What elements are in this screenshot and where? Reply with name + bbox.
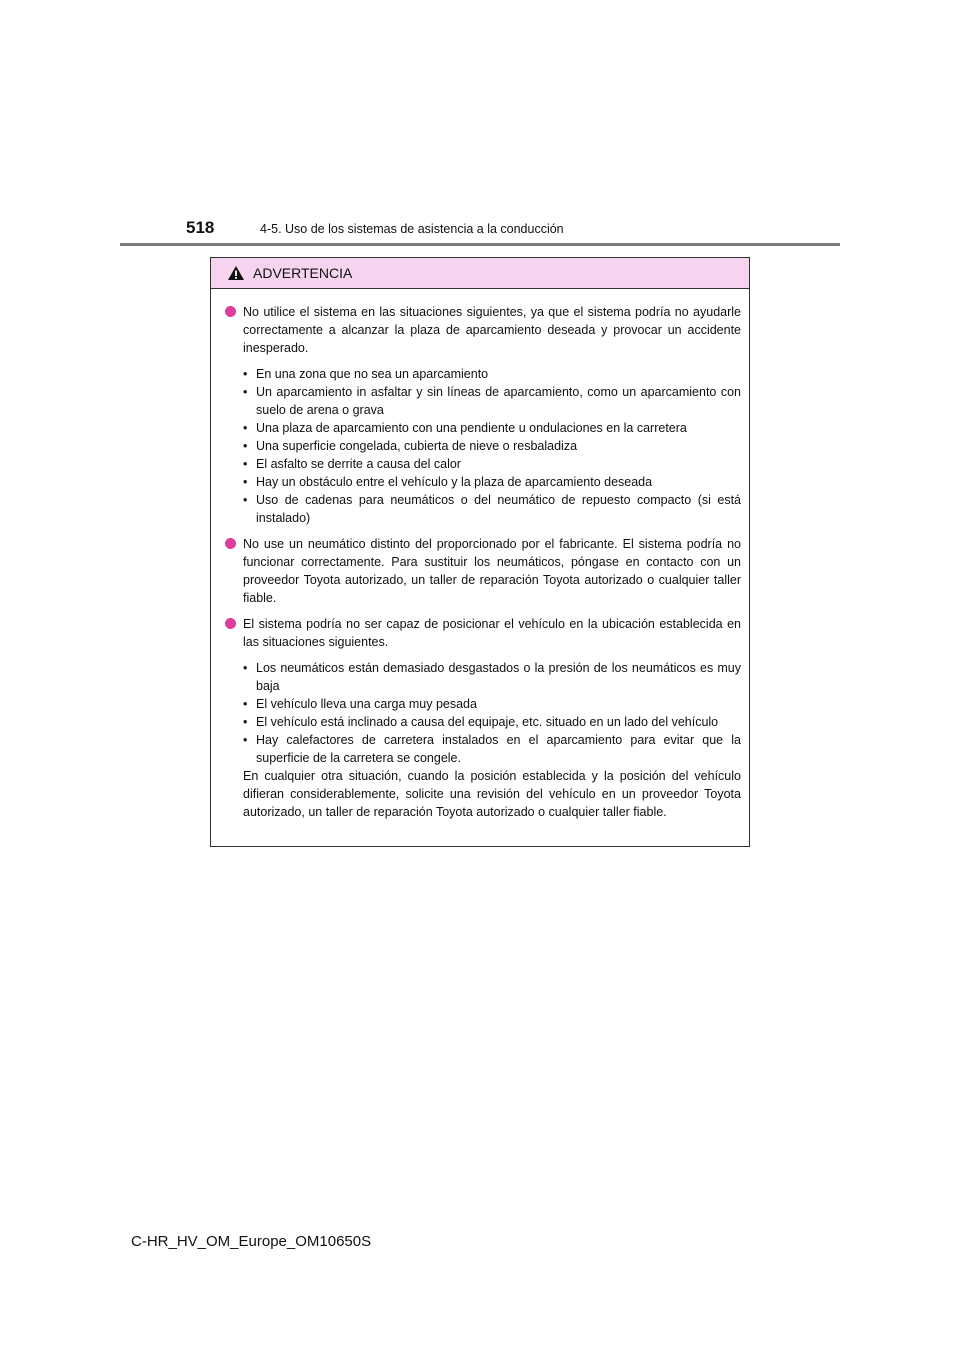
sub-list-item: • Hay un obstáculo entre el vehículo y la plaza de aparcamiento deseada bbox=[243, 473, 741, 491]
page-number: 518 bbox=[186, 218, 215, 237]
sub-list-item: • Los neumáticos están demasiado desgastados o la presión de los neumáticos es muy baja bbox=[243, 659, 741, 695]
warning-item bbox=[225, 535, 741, 607]
section-title: 4-5. Uso de los sistemas de asistencia a la conducción bbox=[260, 222, 564, 236]
warning-triangle-icon bbox=[227, 265, 245, 281]
document-code: C-HR_HV_OM_Europe_OM10650S bbox=[131, 1233, 372, 1250]
sub-list-item: • Una plaza de aparcamiento con una pendiente u ondulaciones en la carretera bbox=[243, 419, 741, 437]
sub-list-item: • Un aparcamiento in asfaltar y sin líneas de aparcamiento, como un aparcamiento con suelo de arena o grava bbox=[243, 383, 741, 419]
sub-list bbox=[243, 659, 741, 767]
header-rule bbox=[120, 243, 840, 246]
sub-list-item: • Uso de cadenas para neumáticos o del neumático de repuesto compacto (si está instalado) bbox=[243, 491, 741, 527]
warning-body bbox=[211, 289, 749, 821]
sub-list-item: • Hay calefactores de carretera instalados en el aparcamiento para evitar que la superficie de la carretera se congele. bbox=[243, 731, 741, 767]
bullet-icon bbox=[225, 306, 236, 317]
sub-list bbox=[243, 365, 741, 527]
sub-list-item: • El asfalto se derrite a causa del calor bbox=[243, 455, 741, 473]
closing-paragraph: En cualquier otra situación, cuando la posición establecida y la posición del vehículo difieran considerablemente, solicite una revisión del vehículo en un proveedor Toyota autorizado, un taller de reparación Toyota autorizado o cualquier taller fiable. bbox=[243, 769, 741, 819]
sub-list-item: • El vehículo está inclinado a causa del equipaje, etc. situado en un lado del vehículo bbox=[243, 713, 741, 731]
sub-list-item: • Una superficie congelada, cubierta de nieve o resbaladiza bbox=[243, 437, 741, 455]
warning-item bbox=[225, 303, 741, 357]
warning-item-text: No utilice el sistema en las situaciones siguientes, ya que el sistema podría no ayudarle correctamente a alcanzar la plaza de aparcamiento deseada y provocar un accidente inesperado. bbox=[243, 305, 741, 355]
sub-list-item: • En una zona que no sea un aparcamiento bbox=[243, 365, 741, 383]
warning-item-text: No use un neumático distinto del proporcionado por el fabricante. El sistema podría no funcionar correctamente. Para sustituir los neumáticos, póngase en contacto con un proveedor Toyota autorizado, un taller de reparación Toyota autorizado o cualquier taller fiable. bbox=[243, 537, 741, 605]
warning-box bbox=[210, 257, 750, 847]
warning-item bbox=[225, 615, 741, 651]
warning-header bbox=[211, 258, 749, 289]
warning-title: ADVERTENCIA bbox=[253, 265, 353, 281]
bullet-icon bbox=[225, 538, 236, 549]
sub-list-item: • El vehículo lleva una carga muy pesada bbox=[243, 695, 741, 713]
bullet-icon bbox=[225, 618, 236, 629]
warning-item-text: El sistema podría no ser capaz de posicionar el vehículo en la ubicación establecida en las situaciones siguientes. bbox=[243, 617, 741, 649]
